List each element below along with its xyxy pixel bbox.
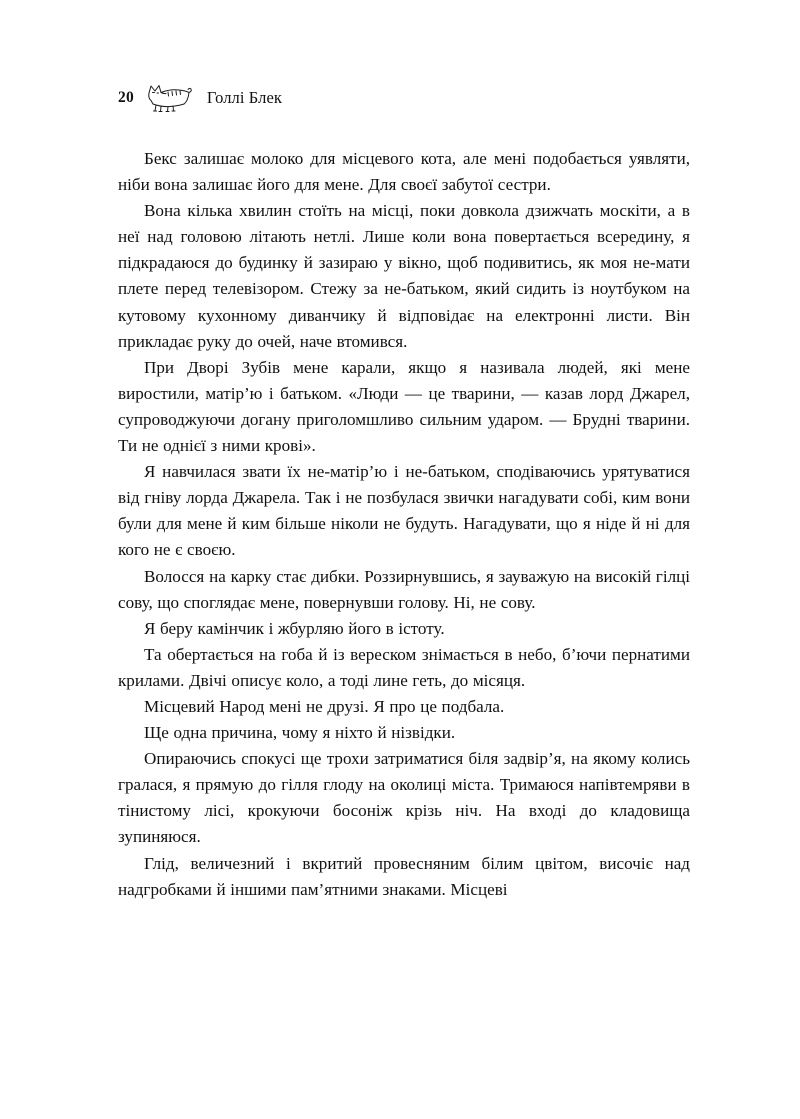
author-name: Голлі Блек [206,87,283,107]
paragraph: Бекс залишає молоко для місцевого кота, але мені подобається уявляти, ніби вона залишає його для мене. Для своєї забутої сестри. [118,149,690,195]
paragraph: Я беру камінчик і жбурляю його в істоту. [144,618,445,638]
paragraph: Вона кілька хвилин стоїть на місці, поки довкола дзижчать москіти, а в неї над головою літають нетлі. Лише коли вона повертається всередину, я підкрадаюся до будинку й зазираю у вікно, щоб подивитись, як моя не-мати плете перед телевізором. Стежу за не-батьком, який сидить із ноутбуком на кутовому кухонному диванчику й відповідає на електронні листи. Він прикладає руку до очей, наче втомився. [118,201,690,351]
body-text [118,146,690,903]
paragraph: Глід, величезний і вкритий провесняним білим цвітом, височіє над надгробками й іншими пам’ятними знаками. Місцеві [118,853,690,899]
paragraph: Я навчилася звати їх не-матір’ю і не-батьком, сподіваючись урятуватися від гніву лорда Джарела. Так і не позбулася звички нагадувати собі, ким вони були для мене й ким більше ніколи не будуть. Нагадувати, що я ніде й ні для кого не є своєю. [118,462,690,560]
paragraph: Місцевий Народ мені не друзі. Я про це подбала. [144,696,505,716]
cat-line-drawing-icon [146,83,194,113]
paragraph: Та обертається на гоба й із вереском знімається в небо, б’ючи пернатими крилами. Двічі описує коло, а тоді лине геть, до місяця. [118,644,690,690]
paragraph: Опираючись спокусі ще трохи затриматися біля задвір’я, на якому колись гралася, я прямую до гілля глоду на околиці міста. Тримаюся напівтемряви в тінистому лісі, крокуючи босоніж крізь ніч. На вході до кладовища зупиняюся. [118,749,690,847]
paragraph: Волосся на карку стає дибки. Роззирнувшись, я зауважую на високій гілці сову, що споглядає мене, повернувши голову. Ні, не сову. [118,566,690,612]
paragraph: Ще одна причина, чому я ніхто й нізвідки. [144,723,456,743]
paragraph: При Дворі Зубів мене карали, якщо я називала людей, які мене виростили, матір’ю і батьком. «Люди — це тварини, — казав лорд Джарел, супроводжуючи догану приголомшливо сильним ударом. — Брудні тварини. Ти не однієї з ними крові». [118,357,690,456]
page-number: 20 [118,89,134,107]
running-head [118,83,282,113]
